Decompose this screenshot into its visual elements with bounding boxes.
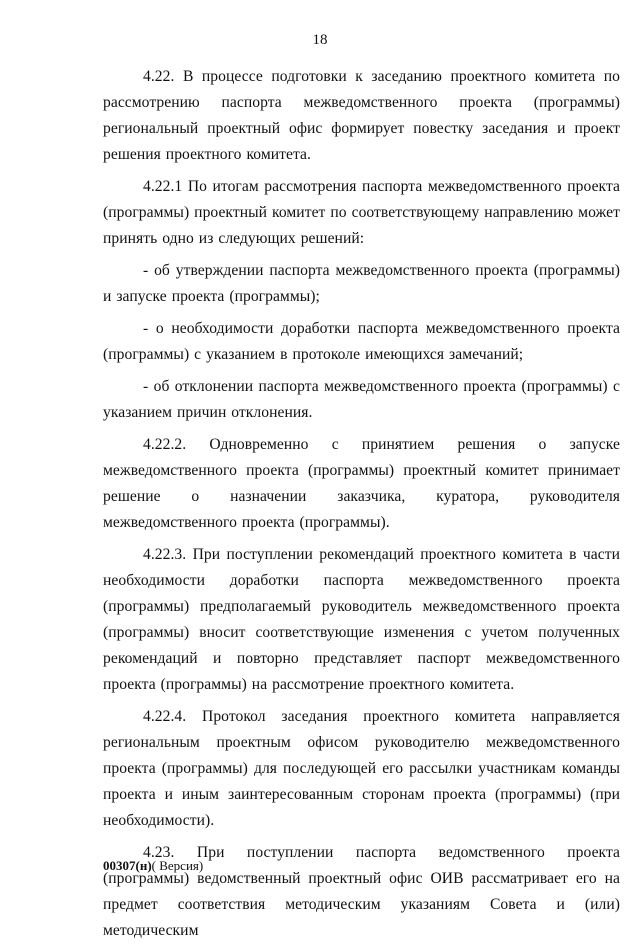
paragraph-4-23: 4.23. При поступлении паспорта ведомственного проекта (программы) ведомственный проектный офис ОИВ рассматривает его на предмет соответствия методическим указаниям Совета и (или) методическим — [103, 844, 620, 939]
list-item-rejection: - об отклонении паспорта межведомственного проекта (программы) с указанием причин отклонения. — [103, 378, 620, 421]
document-code: 00307(н) — [103, 858, 152, 873]
document-body — [103, 64, 620, 950]
paragraph-4-22-2: 4.22.2. Одновременно с принятием решения о запуске межведомственного проекта (программы) проектный комитет принимает решение о назначении заказчика, куратора, руководителя межведомственного проекта (программы). — [103, 436, 620, 531]
list-item-revision: - о необходимости доработки паспорта межведомственного проекта (программы) с указанием в протоколе имеющихся замечаний; — [103, 320, 620, 363]
list-item-approval: - об утверждении паспорта межведомственного проекта (программы) и запуске проекта (программы); — [103, 262, 620, 305]
page-number: 18 — [312, 32, 328, 48]
paragraph-4-22: 4.22. В процессе подготовки к заседанию проектного комитета по рассмотрению паспорта межведомственного проекта (программы) региональный проектный офис формирует повестку заседания и проект решения проектного комитета. — [103, 68, 620, 163]
document-footer — [103, 858, 203, 874]
paragraph-4-22-4: 4.22.4. Протокол заседания проектного комитета направляется региональным проектным офисом руководителю межведомственного проекта (программы) для последующей его рассылки участникам команды проекта и иным заинтересованным сторонам проекта (программы) (при необходимости). — [103, 708, 620, 829]
paragraph-4-22-3: 4.22.3. При поступлении рекомендаций проектного комитета в части необходимости доработки паспорта межведомственного проекта (программы) предполагаемый руководитель межведомственного проекта (программы) вносит соответствующие изменения с учетом полученных рекомендаций и повторно представляет паспорт межведомственного проекта (программы) на рассмотрение проектного комитета. — [103, 546, 620, 693]
paragraph-4-22-1: 4.22.1 По итогам рассмотрения паспорта межведомственного проекта (программы) проектный комитет по соответствующему направлению может принять одно из следующих решений: — [103, 178, 620, 247]
document-version: ( Версия) — [151, 858, 204, 873]
